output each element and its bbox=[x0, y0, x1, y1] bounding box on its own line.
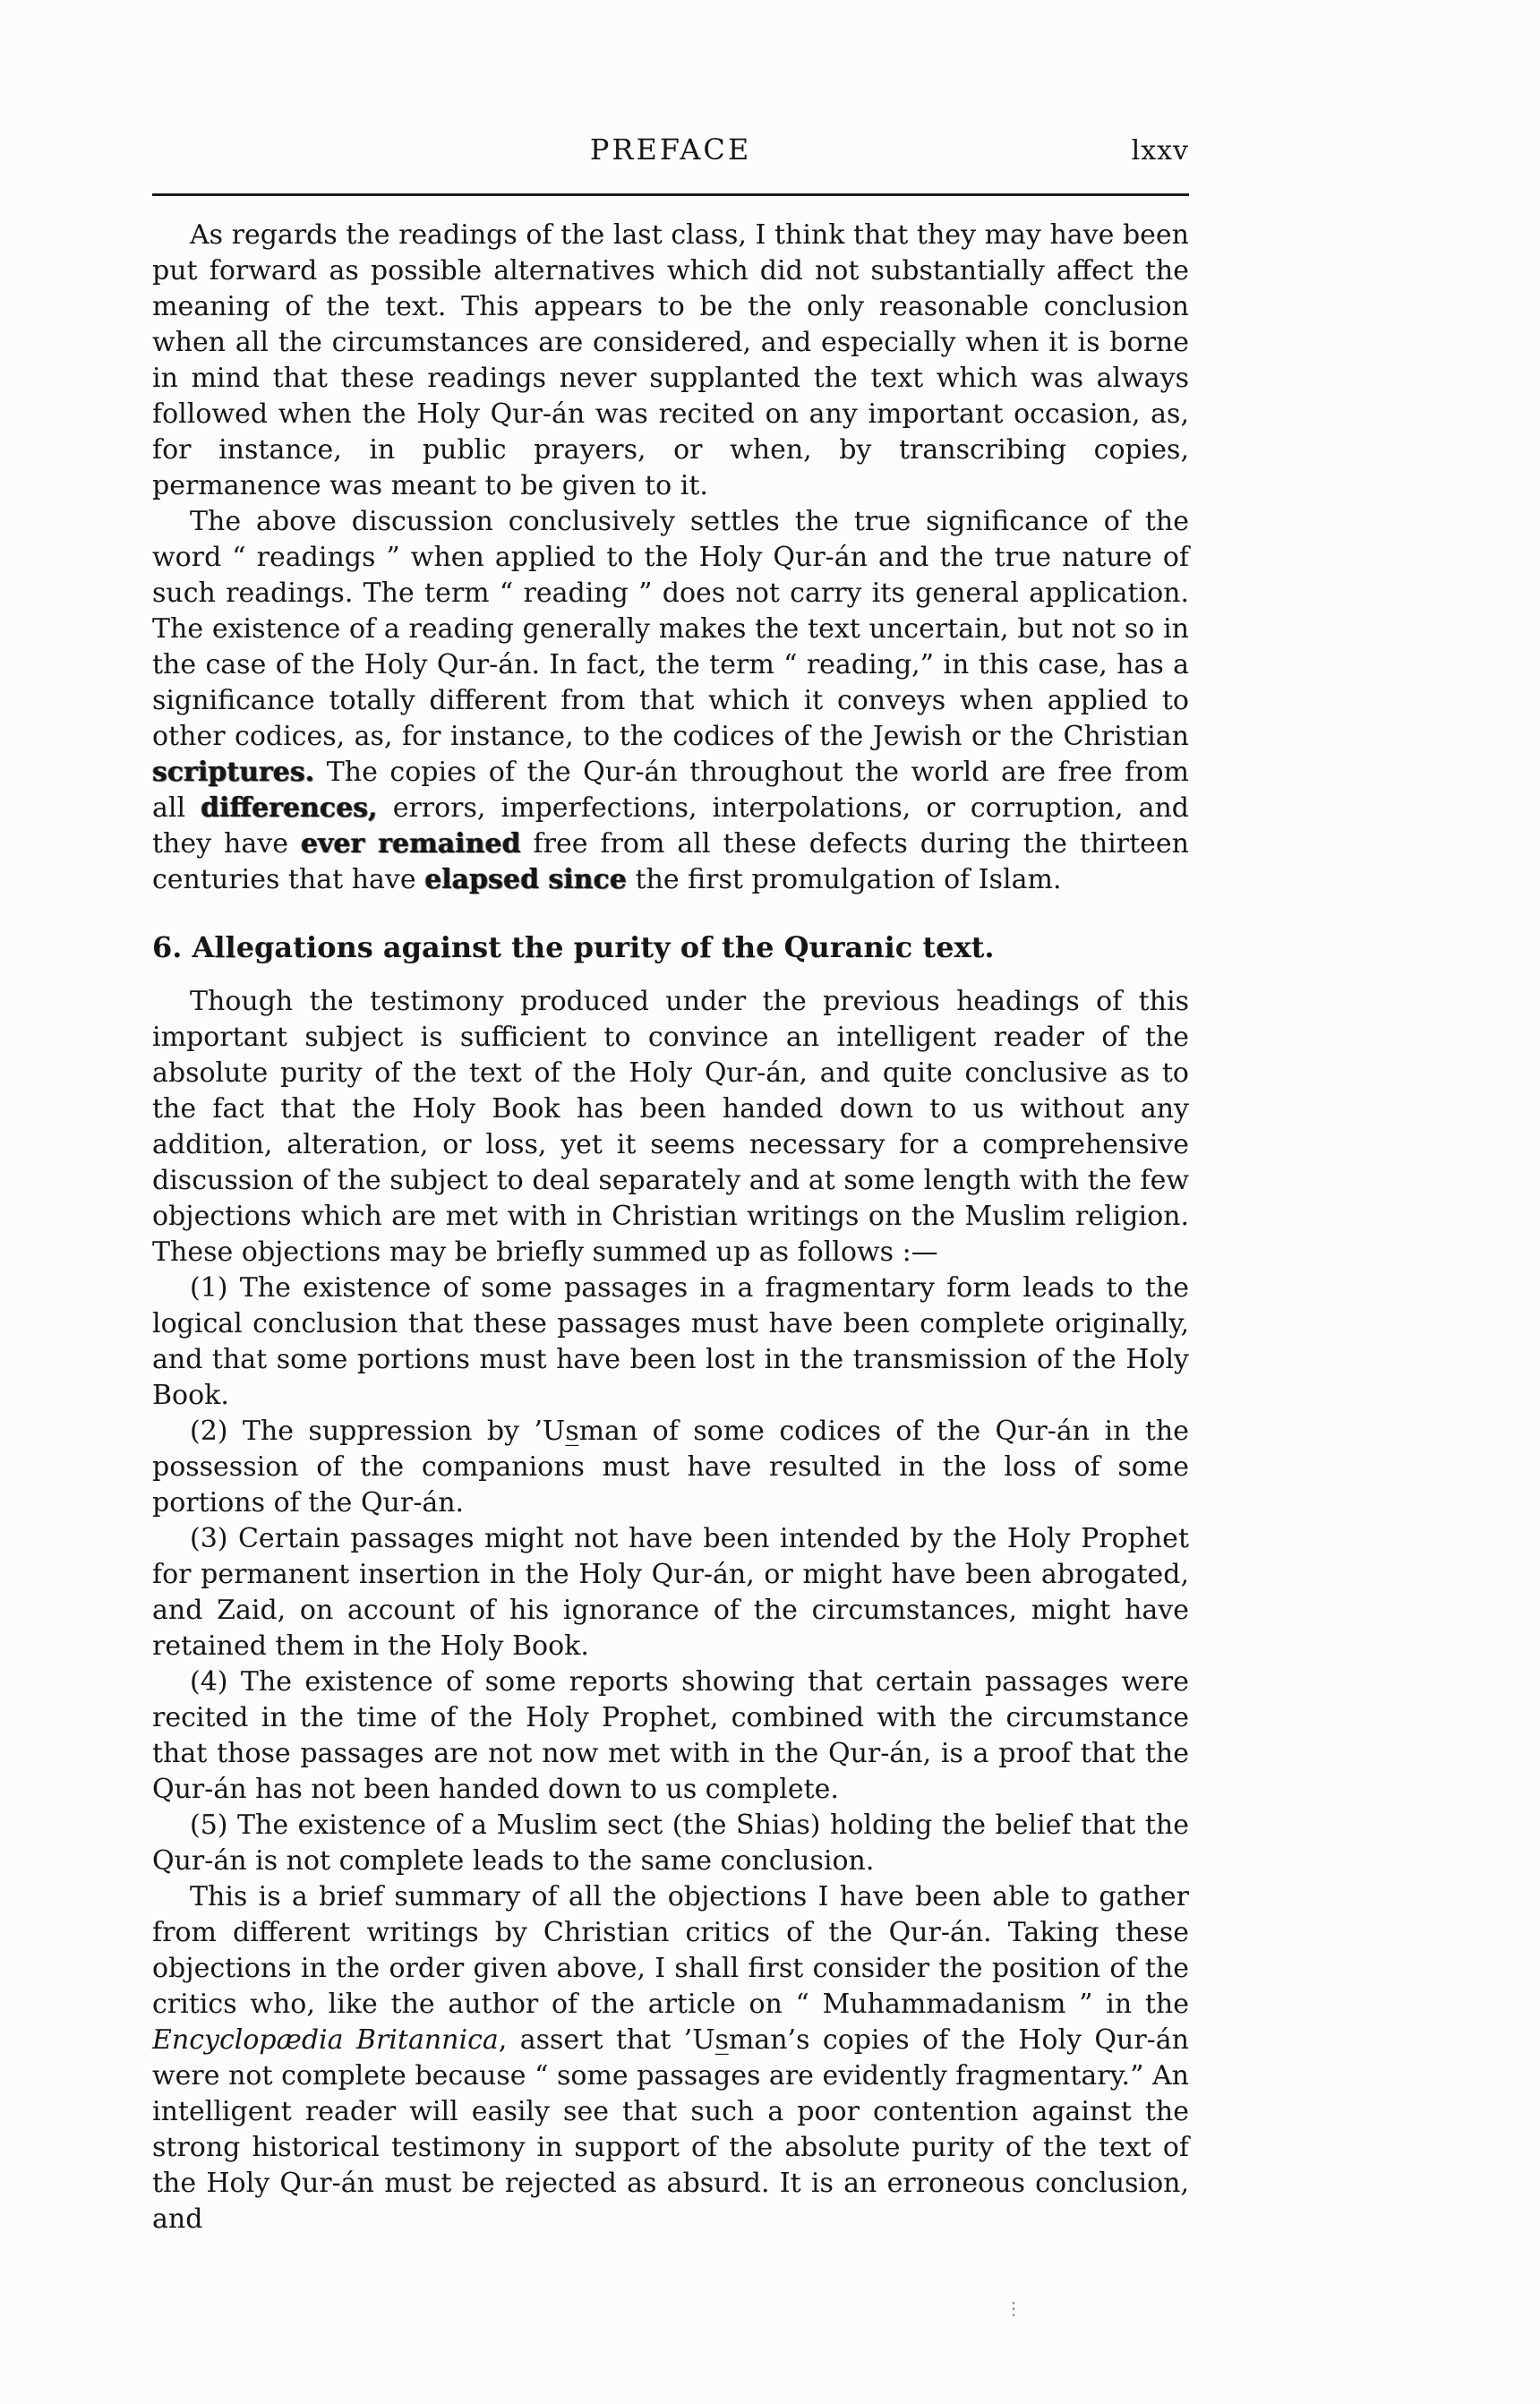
page-number: lxxv bbox=[1131, 135, 1189, 167]
page-title: PREFACE bbox=[589, 133, 752, 167]
text-run: the first promulgation of Islam. bbox=[626, 864, 1062, 895]
text-run: Though the testimony produced under the previous headings of this important subject is sufficient to convince an intelligent reader of the absolute purity of the text of the Holy Qur-án, and quite conclusive as to the fact that the Holy Book has been handed down to us without any addition, alteration, or loss, yet it seems necessary for a comprehensive discussion of the subject to deal separately and at some length with the few objections which are met with in Christian writings on the Muslim religion. These objections may be briefly summed up as follows :— bbox=[152, 986, 1189, 1268]
section-heading bbox=[152, 928, 1189, 966]
text-run: (4) The existence of some reports showing that certain passages were recited in the time of the Holy Prophet, combined with the circumstance that those passages are not now met with in the Qur-án, is a proof that the Qur-án has not been handed down to us complete. bbox=[152, 1666, 1189, 1805]
paragraph bbox=[152, 1521, 1189, 1664]
text-run-smudge: scriptures. bbox=[152, 757, 315, 788]
text-run: 6. Allegations against the purity of the Quranic text. bbox=[152, 930, 995, 964]
paragraph bbox=[152, 984, 1189, 1270]
text-run-smudge: elapsed since bbox=[424, 864, 627, 895]
header-rule bbox=[152, 193, 1189, 196]
paragraph bbox=[152, 218, 1189, 504]
paragraph bbox=[152, 504, 1189, 898]
page-body bbox=[152, 218, 1189, 2237]
paragraph bbox=[152, 1664, 1189, 1808]
paragraph bbox=[152, 1270, 1189, 1414]
text-run: , assert that ’Us̲man’s copies of the Holy Qur-án were not complete because “ some passages are evidently fragmentary.” An intelligent reader will easily see that such a poor contention against the strong historical testimony in support of the absolute purity of the text of the Holy Qur-án must be rejected as absurd. It is an erroneous conclusion, and bbox=[152, 2024, 1189, 2235]
paragraph bbox=[152, 1414, 1189, 1521]
text-run: As regards the readings of the last class, I think that they may have been put forward as possible alternatives which did not substantially affect the meaning of the text. This appears to be the only reasonable conclusion when all the circumstances are considered, and especially when it is borne in mind that these readings never supplanted the text which was always followed when the Holy Qur-án was recited on any important occasion, as, for instance, in public prayers, or when, by transcribing copies, permanence was meant to be given to it. bbox=[152, 219, 1189, 501]
text-run: (1) The existence of some passages in a fragmentary form leads to the logical conclusion that these passages must have been complete originally, and that some portions must have been lost in the transmission of the Holy Book. bbox=[152, 1272, 1189, 1411]
scan-artifact-mark: ⋮ bbox=[1005, 2297, 1022, 2319]
text-run: The above discussion conclusively settles the true significance of the word “ readings ” when applied to the Holy Qur-án and the true nature of such readings. The term “ reading ” does not carry its general application. The existence of a reading generally makes the text uncertain, but not so in the case of the Holy Qur-án. In fact, the term “ reading,” in this case, has a significance totally different from that which it conveys when applied to other codices, as, for instance, to the codices of the Jewish or the Christian bbox=[152, 506, 1189, 752]
text-run: (2) The suppression by ’Us̲man of some codices of the Qur-án in the possession of the companions must have resulted in the loss of some portions of the Qur-án. bbox=[152, 1416, 1189, 1519]
text-column bbox=[152, 0, 1189, 2237]
paragraph bbox=[152, 1879, 1189, 2237]
running-head bbox=[152, 131, 1189, 172]
text-run: free from all these defects during the thirteen centuries that have bbox=[152, 828, 1189, 895]
text-run-italic: Encyclopædia Britannica bbox=[152, 2024, 499, 2056]
text-run: errors, imperfections, interpolations, or corruption, and they have bbox=[152, 792, 1189, 860]
text-run: (3) Certain passages might not have been intended by the Holy Prophet for permanent insertion in the Holy Qur-án, or might have been abrogated, and Zaid, on account of his ignorance of the circumstances, might have retained them in the Holy Book. bbox=[152, 1523, 1189, 1662]
text-run: This is a brief summary of all the objections I have been able to gather from different writings by Christian critics of the Qur-án. Taking these objections in the order given above, I shall first consider the position of the critics who, like the author of the article on “ Muhammadanism ” in the bbox=[152, 1881, 1189, 2020]
paragraph bbox=[152, 1808, 1189, 1879]
text-run: The copies of the Qur-án throughout the world are free from all bbox=[152, 757, 1189, 824]
text-run-smudge: differences, bbox=[201, 792, 378, 824]
text-run: (5) The existence of a Muslim sect (the Shias) holding the belief that the Qur-án is not complete leads to the same conclusion. bbox=[152, 1809, 1189, 1877]
text-run-smudge: ever remained bbox=[300, 828, 521, 860]
